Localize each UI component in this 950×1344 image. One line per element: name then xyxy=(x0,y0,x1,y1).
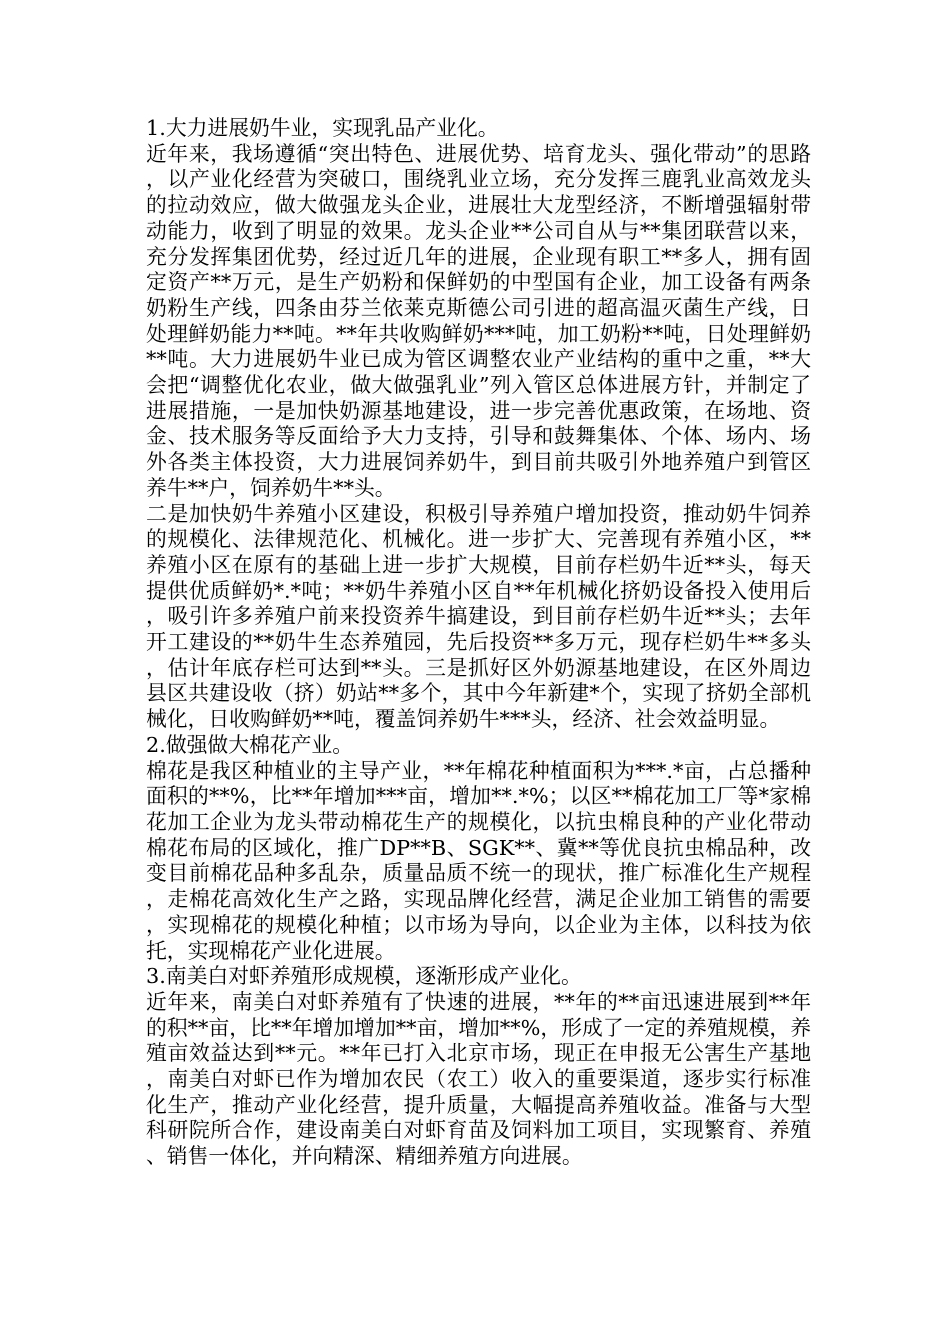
document-body xyxy=(146,116,811,1170)
paragraph-dairy-breeding: 二是加快奶牛养殖小区建设，积极引导养殖户增加投资，推动奶牛饲养的规模化、法律规范化、机械化。进一步扩大、完善现有养殖小区，**养殖小区在原有的基础上进一步扩大规模，目前存栏奶牛近**头，每天提供优质鲜奶*.*吨；**奶牛养殖小区自**年机械化挤奶设备投入使用后，吸引许多养殖户前来投资养牛搞建设，到目前存栏奶牛近**头；去年开工建设的**奶牛生态养殖园，先后投资**多万元，现存栏奶牛**多头，估计年底存栏可达到**头。三是抓好区外奶源基地建设，在区外周边县区共建设收（挤）奶站**多个，其中今年新建*个，实现了挤奶全部机械化，日收购鲜奶**吨，覆盖饲养奶牛***头，经济、社会效益明显。 xyxy=(146,501,811,732)
paragraph-shrimp: 近年来，南美白对虾养殖有了快速的进展，**年的**亩迅速进展到**年的积**亩，比**年增加增加**亩，增加**%，形成了一定的养殖规模，养殖亩效益达到**元。**年已打入北京市场，现正在申报无公害生产基地，南美白对虾已作为增加农民（农工）收入的重要渠道，逐步实行标准化生产，推动产业化经营，提升质量，大幅提高养殖收益。准备与大型科研院所合作，建设南美白对虾育苗及饲料加工项目，实现繁育、养殖、销售一体化，并向精深、精细养殖方向进展。 xyxy=(146,989,811,1169)
section-heading-dairy: 1.大力进展奶牛业，实现乳品产业化。 xyxy=(146,116,499,140)
paragraph-cotton: 棉花是我区种植业的主导产业，**年棉花种植面积为***.*亩，占总播种面积的**%，比**年增加***亩，增加**.*%；以区**棉花加工厂等*家棉花加工企业为龙头带动棉花生产的规模化，以抗虫棉良种的产业化带动棉花布局的区域化，推广DP**B、SGK**、冀**等优良抗虫棉品种，改变目前棉花品种多乱杂，质量品质不统一的现状，推广标准化生产规程，走棉花高效化生产之路，实现品牌化经营，满足企业加工销售的需要，实现棉花的规模化种植；以市场为导向，以企业为主体，以科技为依托，实现棉花产业化进展。 xyxy=(146,758,811,963)
paragraph-dairy-intro: 近年来，我场遵循“突出特色、进展优势、培育龙头、强化带动”的思路，以产业化经营为突破口，围绕乳业立场，充分发挥三鹿乳业高效龙头的拉动效应，做大做强龙头企业，进展壮大龙型经济，不断增强辐射带动能力，收到了明显的效果。龙头企业**公司自从与**集团联营以来，充分发挥集团优势，经过近几年的进展，企业现有职工**多人，拥有固定资产**万元，是生产奶粉和保鲜奶的中型国有企业，加工设备有两条奶粉生产线，四条由芬兰依莱克斯德公司引进的超高温灭菌生产线，日处理鲜奶能力**吨。**年共收购鲜奶***吨，加工奶粉**吨，日处理鲜奶**吨。大力进展奶牛业已成为管区调整农业产业结构的重中之重，**大会把“调整优化农业，做大做强乳业”列入管区总体进展方针，并制定了进展措施，一是加快奶源基地建设，进一步完善优惠政策，在场地、资金、技术服务等反面给予大力支持，引导和鼓舞集体、个体、场内、场外各类主体投资，大力进展饲养奶牛，到目前共吸引外地养殖户到管区养牛**户，饲养奶牛**头。 xyxy=(146,141,811,500)
section-heading-cotton: 2.做强做大棉花产业。 xyxy=(146,732,354,757)
section-heading-shrimp: 3.南美白对虾养殖形成规模，逐渐形成产业化。 xyxy=(146,964,582,989)
